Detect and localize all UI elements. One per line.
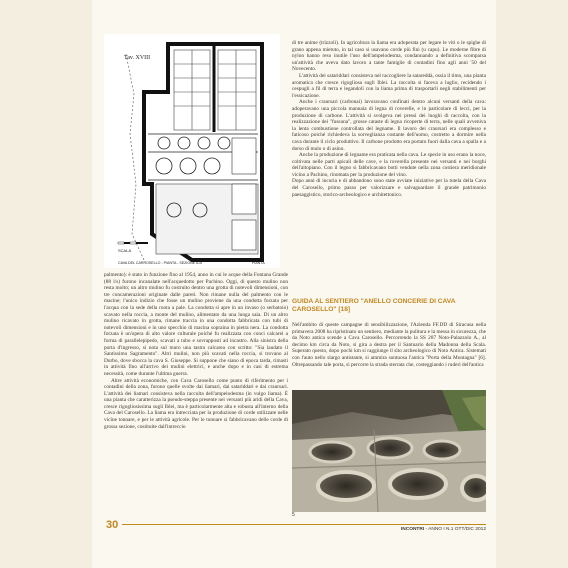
stone-vats-photo (292, 390, 486, 512)
paragraph: Altre attività economiche, con Cava Carosello come punto di riferimento per i contadini della zona, furono quelle svolte dai liamari, dai satariddari e dai craursari. L'attività dei liamari consisteva nella raccolta dell'ampelodesma (in vulgo liama). È una pianta che caratterizza la pseudo-steppa presente nei versanti più aridi della Cava, cresce rigogliosissima sugli Iblei, ma è particolarmente alta e robusta all'interno della Cava del Carosello. La liama era intrecciata per la produzione di corde utilizzate nelle vicine tonnare, e per le attività agricole. Per le tonnare si fabbricavano delle corde di grossa sezione, costituite dall'intreccio (104, 377, 288, 430)
scale-label: SCALA (118, 248, 132, 253)
magazine-brand: INCONTRI (400, 527, 425, 532)
issue-info: - ANNO I N.1 OTT/DIC 2012 (424, 527, 486, 532)
paragraph: Nell'ambito di queste campagne di sensibilizzazione, l'Azienda FF.DD di Siracusa nella primavera 2008 ha ripristinato un sentiero, mediante la pulitura e la messa in sicurezza, che da Noto antica scende a Cava Carosello. Percorrendo la SS 287 Noto-Palazzolo A., al decimo km circa da Noto, si gira a destra per il Santuario della Madonna della Scala. Superato questo, dopo pochi km si raggiunge il sito archeologico di Noto Antica. Sistemati con l'auto nello slargo antistante, si ammira sontuosa l'antica "Porta della Montagna" [6]. Oltrepassando tale porta, si percorre la strada sterrata che, costeggiando i ruderi dell'antica (292, 322, 486, 368)
floor-plan-drawing (104, 34, 280, 268)
photo-illustration (292, 390, 486, 512)
footer-rule (122, 524, 486, 525)
paragraph: Anche i craursari (carbonai) lavoravano confinati dentro alcuni versanti della cava: adoperavano una piccola mannaia di legna di roverelle, e in particolare di lecci, per la produzione di carbone. L'attività si svolgeva nei pressi dei luoghi di raccolta, con la realizzazione dei "fussuna", grosse cataste di legna ricoperte di terra, nelle quali avveniva la lenta combustione controllata del legname. Il lavoro dei craursari era complesso e faticoso poiché richiedeva la sorveglianza costante dell'uomo, costretto a dormire nella cava durante il ciclo produttivo. Il carbone prodotto era portato fuori dalla cava a spalla e a dorso di mulo o di asino. (292, 99, 486, 152)
paragraph: Anche la produzione di legname era praticata nella cava. Le specie in uso erano la noce, coltivata nelle parti apicali delle cave, e la roverella presente nei versanti e nei borghi dell'altopiano. Con il legno si fabbricavano botti vendute nella zona costiera meridionale vicino a Pachino, rinomata per la produzione del vino. (292, 152, 486, 178)
paragraph: Dopo anni di incuria e di abbandono sono state avviate iniziative per la tutela della Cava del Carosello, primo passo per valorizzare e salvaguardare il grande patrimonio paesaggistico, storico-archeologico e architettonico. (292, 178, 486, 198)
photo-caption-number: 5 (292, 512, 295, 518)
section-heading: GUIDA AL SENTIERO "ANELLO CONCERIE DI CAVA CAROSELLO" [18] (292, 298, 456, 313)
right-column-guide-text (292, 322, 486, 384)
figure-caption-right: PIANTA (252, 261, 265, 265)
left-column-text (104, 272, 288, 504)
floor-plan-figure (104, 34, 280, 268)
paragraph: L'attività dei satariddari consisteva nel raccogliere la satareddà, ossia il timo, una pianta aromatica che cresce rigogliosa sugli Iblei. La raccolta si faceva a luglio, recidendo i cespugli a fil di terra e legandoli con la liama prima di trasportarli negli stabilimenti per l'essicazione. (292, 72, 486, 99)
paragraph: palmento): è stato in funzione fino al 1954, anno in cui le acque della Fontana Grande (88 l/s) furono incanalate nell'acquedotto per Pachino. Oggi, di questo mulino non resta molto; un altro mulino fu costruito dentro una grotta di notevoli dimensioni, con tre concamerazioni originate dalle pareti. Non rimane nulla del palmento con le macine; l'unico indizio che fosse un mulino proviene da una condotta forzata per l'acqua con la sede della ruota a pale. La condotta si apre in un invaso (o serbatoio) scavato nella roccia, a monte del mulino, alimentato da una lunga saia. Di un altro mulino ricavato in grotta, rimane traccia in una condotta fabbricata con tubi di notevoli dimensioni e in uno specchio di macina sopraina in pietra nera. La condotta forzata è un'opera di alto valore culturale poiché fu realizzata con conci calcarei a forma di parallelepipedo, scavati a tubo e sovrapposti ad incastro. Alla sinistra della porta d'ingresso, si nota sul muro una tastra calcarea con scritto: "Sia laudato il Santissimo Sagramento". Altri mulini, non più scavati nella roccia, si trovano al Durbo, dove sbocca la cava S. Giuseppe. Si suppone che siano di epoca tarda, rimasti in attività fino all'arrivo dei mulini elettrici, e anche dopo e in casi di estrema necessità, come durante l'ultima guerra. (104, 272, 288, 377)
right-column-text (292, 40, 486, 294)
magazine-page (92, 0, 496, 568)
plate-label: Tav. XVIII (124, 55, 151, 61)
paragraph: di tre anime (trizzoli). In agricoltura la liama era adoperata per legare le viti o le spighe di grano appena mietuto, in tal caso si usavano corde più fini (u capu). Le moderne fibre di nylon hanno reso inutile l'uso dell'ampelodesma, condannando a definitiva scomparsa un'attività che aveva dato lavoro a tante famiglie di contadini fino agli anni '50 del Novecento. (292, 40, 486, 73)
footer-issue-info (401, 527, 486, 532)
page-number: 30 (106, 519, 119, 531)
figure-caption-left: CAVA DEL CARROSELLO - PIANTA - SEZIONE A-B (118, 261, 202, 265)
